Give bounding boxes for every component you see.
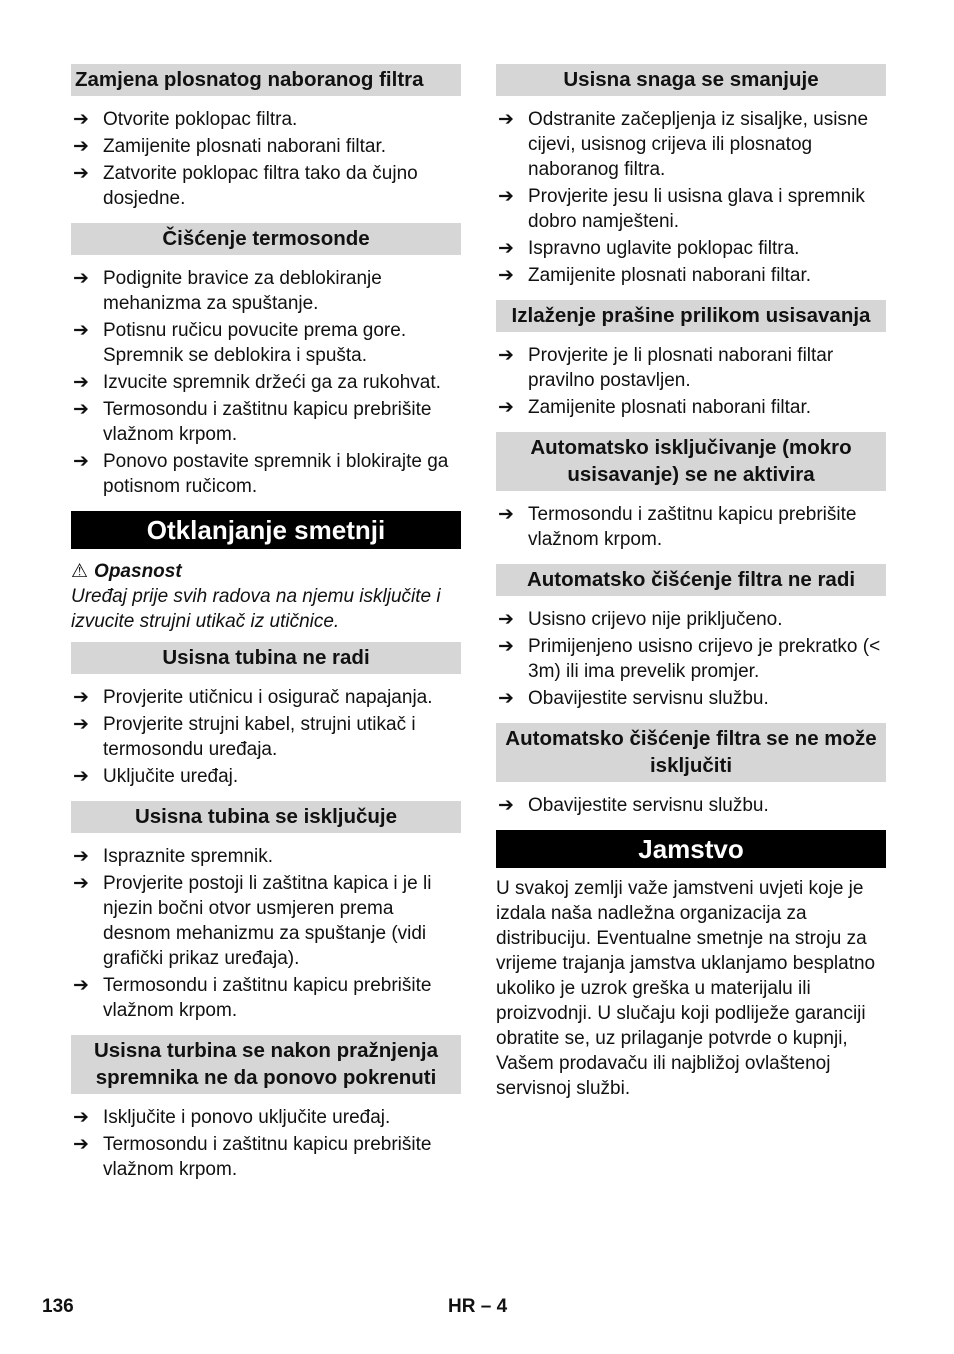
section-heading: Automatsko čišćenje filtra ne radi [496,564,886,596]
list-item [71,161,461,211]
arrow-right-icon: ➔ [73,109,89,130]
arrow-right-icon: ➔ [498,609,514,630]
list-item [71,107,461,132]
left-column [71,64,461,1184]
list-item-text: Uključite uređaj. [103,766,239,787]
list-item-text: Odstranite začepljenja iz sisaljke, usisne cijevi, usisnog crijeva ili plosnatog naboranog filtra. [528,109,869,180]
list-item-text: Obavijestite servisnu službu. [528,795,769,816]
bullet-list [71,266,461,499]
section-heading: Usisna tubina ne radi [71,642,461,674]
list-item [496,793,886,818]
right-column [496,64,886,1101]
list-item-text: Potisnu ručicu povucite prema gore. Spremnik se deblokira i spušta. [103,320,407,366]
section-heading: Usisna snaga se smanjuje [496,64,886,96]
list-item-text: Zamijenite plosnati naborani filtar. [528,397,812,418]
list-item [71,844,461,869]
section-heading: Automatsko čišćenje filtra se ne može isključiti [496,723,886,782]
list-item-text: Ponovo postavite spremnik i blokirajte ga potisnom ručicom. [103,451,449,497]
section-heading: Usisna turbina se nakon pražnjenja spremnika ne da ponovo pokrenuti [71,1035,461,1094]
list-item-text: Provjerite je li plosnati naborani filtar pravilno postavljen. [528,345,834,391]
arrow-right-icon: ➔ [73,1134,89,1155]
list-item [71,134,461,159]
list-item [71,397,461,447]
section-heading: Automatsko isključivanje (mokro usisavanje) se ne aktivira [496,432,886,491]
warning-text: Uređaj prije svih radova na njemu isključite i izvucite strujni utikač iz utičnice. [71,586,441,632]
list-item [71,685,461,710]
list-item [496,502,886,552]
bullet-list [71,685,461,789]
warning-triangle-icon: ⚠ [71,561,89,582]
bullet-list [496,793,886,818]
bullet-list [496,343,886,420]
list-item-text: Izvucite spremnik držeći ga za rukohvat. [103,372,441,393]
list-item [71,1132,461,1182]
warranty-text: U svakoj zemlji važe jamstveni uvjeti koje je izdala naša nadležna organizacija za distribuciju. Eventualne smetnje na stroju za vrijeme trajanja jamstva uklanjamo besplatno ukoliko je uzrok greška u materijalu ili proizvodnji. U slučaju koji podliježe garanciji obratite se, uz prilaganje potvrde o kupnji, Vašem prodavaču ili najbližoj ovlaštenoj servisnoj službi. [496,878,876,1099]
list-item-text: Zamijenite plosnati naborani filtar. [528,265,812,286]
arrow-right-icon: ➔ [73,399,89,420]
list-item-text: Provjerite jesu li usisna glava i spremnik dobro namješteni. [528,186,865,232]
list-item [496,634,886,684]
list-item [496,107,886,182]
list-item-text: Zatvorite poklopac filtra tako da čujno dosjedne. [103,163,418,209]
warning-label-text: Opasnost [94,561,182,582]
arrow-right-icon: ➔ [498,345,514,366]
arrow-right-icon: ➔ [73,451,89,472]
list-item [71,871,461,971]
arrow-right-icon: ➔ [498,688,514,709]
list-item [496,236,886,261]
arrow-right-icon: ➔ [498,795,514,816]
list-item-text: Provjerite utičnicu i osigurač napajanja. [103,687,433,708]
list-item-text: Termosondu i zaštitnu kapicu prebrišite vlažnom krpom. [103,1134,432,1180]
arrow-right-icon: ➔ [73,320,89,341]
list-item [496,686,886,711]
list-item-text: Termosondu i zaštitnu kapicu prebrišite vlažnom krpom. [528,504,857,550]
list-item [496,395,886,420]
list-item-text: Zamijenite plosnati naborani filtar. [103,136,387,157]
list-item-text: Otvorite poklopac filtra. [103,109,298,130]
arrow-right-icon: ➔ [73,687,89,708]
chapter-title: Otklanjanje smetnji [71,511,461,549]
bullet-list [71,844,461,1023]
arrow-right-icon: ➔ [498,265,514,286]
bullet-list [496,607,886,711]
list-item [496,263,886,288]
list-item [71,1105,461,1130]
list-item [71,318,461,368]
page-number: 136 [42,1296,74,1317]
arrow-right-icon: ➔ [498,186,514,207]
chapter-title: Jamstvo [496,830,886,868]
list-item [71,973,461,1023]
list-item-text: Provjerite postoji li zaštitna kapica i je li njezin bočni otvor usmjeren prema desnom mehanizmu za spuštanje (vidi grafički prikaz uređaja). [103,873,432,969]
section-heading: Usisna tubina se isključuje [71,801,461,833]
arrow-right-icon: ➔ [73,873,89,894]
list-item-text: Termosondu i zaštitnu kapicu prebrišite vlažnom krpom. [103,399,432,445]
arrow-right-icon: ➔ [73,975,89,996]
list-item [496,607,886,632]
list-item-text: Provjerite strujni kabel, strujni utikač i termosondu uređaja. [103,714,416,760]
warning-label [71,559,461,584]
arrow-right-icon: ➔ [73,268,89,289]
list-item [71,712,461,762]
list-item [71,449,461,499]
arrow-right-icon: ➔ [73,846,89,867]
arrow-right-icon: ➔ [498,109,514,130]
list-item-text: Usisno crijevo nije priključeno. [528,609,783,630]
list-item-text: Podignite bravice za deblokiranje mehanizma za spuštanje. [103,268,382,314]
arrow-right-icon: ➔ [73,372,89,393]
bullet-list [71,107,461,211]
list-item [71,764,461,789]
list-item-text: Primijenjeno usisno crijevo je prekratko (< 3m) ili ima prevelik promjer. [528,636,881,682]
list-item-text: Termosondu i zaštitnu kapicu prebrišite vlažnom krpom. [103,975,432,1021]
list-item [496,343,886,393]
arrow-right-icon: ➔ [73,136,89,157]
arrow-right-icon: ➔ [73,766,89,787]
arrow-right-icon: ➔ [73,1107,89,1128]
list-item [71,370,461,395]
arrow-right-icon: ➔ [73,714,89,735]
list-item-text: Ispraznite spremnik. [103,846,274,867]
section-heading: Čišćenje termosonde [71,223,461,255]
bullet-list [71,1105,461,1182]
section-code: HR – 4 [448,1296,508,1317]
arrow-right-icon: ➔ [498,636,514,657]
arrow-right-icon: ➔ [498,238,514,259]
list-item [496,184,886,234]
arrow-right-icon: ➔ [498,397,514,418]
arrow-right-icon: ➔ [498,504,514,525]
bullet-list [496,502,886,552]
list-item-text: Isključite i ponovo uključite uređaj. [103,1107,391,1128]
bullet-list [496,107,886,288]
arrow-right-icon: ➔ [73,163,89,184]
list-item [71,266,461,316]
section-heading: Zamjena plosnatog naboranog filtra [71,64,461,96]
list-item-text: Ispravno uglavite poklopac filtra. [528,238,800,259]
section-heading: Izlaženje prašine prilikom usisavanja [496,300,886,332]
list-item-text: Obavijestite servisnu službu. [528,688,769,709]
